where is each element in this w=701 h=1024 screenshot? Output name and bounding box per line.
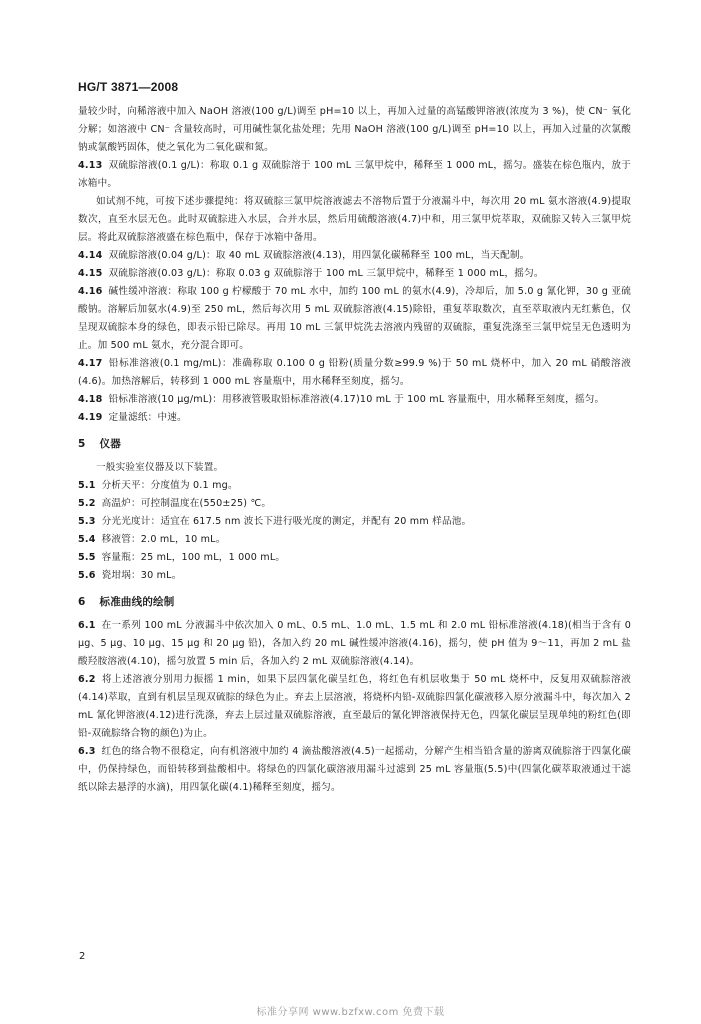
- clause-number: 5.3: [78, 516, 96, 527]
- clause-5-1: [78, 477, 631, 495]
- clause-4-19: [78, 409, 631, 427]
- clause-text: 在一系列 100 mL 分液漏斗中依次加入 0 mL、0.5 mL、1.0 mL、1.5 mL 和 2.0 mL 铅标准溶液(4.18)(相当于含有 0 μg、5 μg、10 μg、15 μg 和 20 μg 铅)，各加入约 20 mL 碱性缓冲溶液(4.16)，摇匀，使 pH 值为 9～11，再加 2 mL 盐酸羟胺溶液(4.10)，摇匀放置 5 min 后，各加入约 2 mL 双硫腙溶液(4.14)。: [78, 620, 631, 667]
- clause-text: 双硫腙溶液(0.03 g/L)：称取 0.03 g 双硫腙溶于 100 mL 三氯甲烷中，稀释至 1 000 mL，摇匀。: [108, 268, 544, 279]
- clause-number: 5.2: [78, 498, 96, 509]
- clause-5-6: [78, 567, 631, 585]
- clause-text: 定量滤纸：中速。: [108, 412, 187, 423]
- section-5-intro: 一般实验室仪器及以下装置。: [96, 462, 224, 473]
- clause-6-2: [78, 671, 631, 743]
- clause-number: 4.15: [78, 268, 103, 279]
- clause-number: 4.18: [78, 394, 103, 405]
- clause-4-17: [78, 355, 631, 391]
- clause-text: 双硫腙溶液(0.1 g/L)：称取 0.1 g 双硫腙溶于 100 mL 三氯甲烷中，稀释至 1 000 mL，摇匀。盛装在棕色瓶内，放于冰箱中。: [78, 160, 631, 189]
- page-number: 2: [79, 951, 86, 962]
- clause-6-3: [78, 743, 631, 797]
- clause-text: 容量瓶：25 mL，100 mL，1 000 mL。: [101, 552, 286, 563]
- clause-text: 如试剂不纯，可按下述步骤提纯：将双硫腙三氯甲烷溶液滤去不溶物后置于分液漏斗中，每次用 20 mL 氨水溶液(4.9)提取数次，直至水层无色。此时双硫腙进入水层，合并水层，然后用硫酸溶液(4.7)中和，用三氯甲烷萃取，双硫腙又转入三氯甲烷层。将此双硫腙溶液盛在棕色瓶中，保存于冰箱中备用。: [78, 196, 631, 243]
- clause-number: 4.16: [78, 286, 103, 297]
- clause-4-15: [78, 265, 631, 283]
- clause-4-14: [78, 247, 631, 265]
- clause-text: 分析天平：分度值为 0.1 mg。: [101, 480, 238, 491]
- clause-text: 碱性缓冲溶液：称取 100 g 柠檬酸于 70 mL 水中，加约 100 mL 的氨水(4.9)，冷却后，加 5.0 g 氰化钾，30 g 亚硫酸钠。溶解后加氨水(4.9)至 250 mL，然后每次用 5 mL 双硫腙溶液(4.15)除铅，重复萃取数次，直至萃取液内无红紫色，仅呈现双硫腙本身的绿色，即表示铅已除尽。再用 10 mL 三氯甲烷洗去溶液内残留的双硫腙，重复洗涤至三氯甲烷呈无色透明为止。加 500 mL 氨水，充分混合即可。: [78, 286, 631, 351]
- clause-number: 5.4: [78, 534, 96, 545]
- clause-5-5: [78, 549, 631, 567]
- standard-code-header: HG/T 3871—2008: [78, 80, 179, 94]
- clause-4-13-note: [78, 193, 631, 247]
- clause-5-4: [78, 531, 631, 549]
- section-title: 仪器: [99, 438, 121, 450]
- clause-number: 6.2: [78, 674, 96, 685]
- clause-5-2: [78, 495, 631, 513]
- clause-4-13: [78, 157, 631, 193]
- clause-5-3: [78, 513, 631, 531]
- clause-text: 移液管：2.0 mL，10 mL。: [101, 534, 226, 545]
- section-title: 标准曲线的绘制: [99, 596, 175, 608]
- clause-text: 高温炉：可控制温度在(550±25) ℃。: [101, 498, 272, 509]
- section-number: 6: [78, 596, 86, 608]
- footer-watermark: 标准分享网 www.bzfxw.com 免费下载: [256, 1007, 445, 1018]
- clause-number: 5.1: [78, 480, 96, 491]
- clause-4-16: [78, 283, 631, 355]
- clause-4-18: [78, 391, 631, 409]
- body-text: [78, 103, 631, 797]
- clause-number: 4.19: [78, 412, 103, 423]
- intro-paragraph: 量较少时，向稀溶液中加入 NaOH 溶液(100 g/L)调至 pH=10 以上，再加入过量的高锰酸钾溶液(浓度为 3 %)，使 CN⁻ 氧化分解；如溶液中 CN⁻ 含量较高时，可用碱性氯化盐处理；先用 NaOH 溶液(100 g/L)调至 pH=10 以上，再加入过量的次氯酸钠或氯酸钙固体，使之氧化为二氧化碳和氮。: [78, 106, 631, 153]
- clause-text: 铅标准溶液(10 μg/mL)：用移液管吸取铅标准溶液(4.17)10 mL 于 100 mL 容量瓶中，用水稀释至刻度，摇匀。: [108, 394, 605, 405]
- section-heading-5: [78, 435, 631, 453]
- clause-number: 5.6: [78, 570, 96, 581]
- clause-text: 红色的络合物不很稳定，向有机溶液中加约 4 滴盐酸溶液(4.5)一起摇动，分解产生相当铅含量的游离双硫腙溶于四氯化碳中，仍保持绿色，而铅转移到盐酸相中。将绿色的四氯化碳溶液用漏斗过滤到 25 mL 容量瓶(5.5)中(四氯化碳萃取液通过干滤纸以除去悬浮的水滴)，用四氯化碳(4.1)稀释至刻度，摇匀。: [78, 746, 631, 793]
- clause-text: 将上述溶液分别用力振摇 1 min，如果下层四氯化碳呈红色，将红色有机层收集于 50 mL 烧杯中，反复用双硫腙溶液(4.14)萃取，直到有机层呈现双硫腙的绿色为止。弃去上层溶液，将烧杯内铅-双硫腙四氯化碳液移入原分液漏斗中，每次加入 2 mL 氰化钾溶液(4.12)进行洗涤，弃去上层过量双硫腙溶液，直至最后的氰化钾溶液保持无色，四氯化碳层呈现单纯的粉红色(即铅-双硫腙络合物的颜色)为止。: [78, 674, 631, 739]
- clause-text: 铅标准溶液(0.1 mg/mL)：准确称取 0.100 0 g 铅粉(质量分数≥99.9 %)于 50 mL 烧杯中，加入 20 mL 硝酸溶液(4.6)。加热溶解后，转移到 1 000 mL 容量瓶中，用水稀释至刻度，摇匀。: [78, 358, 631, 387]
- clause-number: 4.13: [78, 160, 103, 171]
- section-number: 5: [78, 438, 86, 450]
- section-heading-6: [78, 593, 631, 611]
- clause-text: 双硫腙溶液(0.04 g/L)：取 40 mL 双硫腙溶液(4.13)，用四氯化碳稀释至 100 mL，当天配制。: [108, 250, 530, 261]
- clause-text: 瓷坩埚：30 mL。: [101, 570, 182, 581]
- clause-number: 4.17: [78, 358, 103, 369]
- clause-number: 5.5: [78, 552, 96, 563]
- clause-number: 6.1: [78, 620, 96, 631]
- clause-6-1: [78, 617, 631, 671]
- clause-number: 6.3: [78, 746, 96, 757]
- clause-number: 4.14: [78, 250, 103, 261]
- clause-text: 分光光度计：适宜在 617.5 nm 波长下进行吸光度的测定，并配有 20 mm 样品池。: [101, 516, 472, 527]
